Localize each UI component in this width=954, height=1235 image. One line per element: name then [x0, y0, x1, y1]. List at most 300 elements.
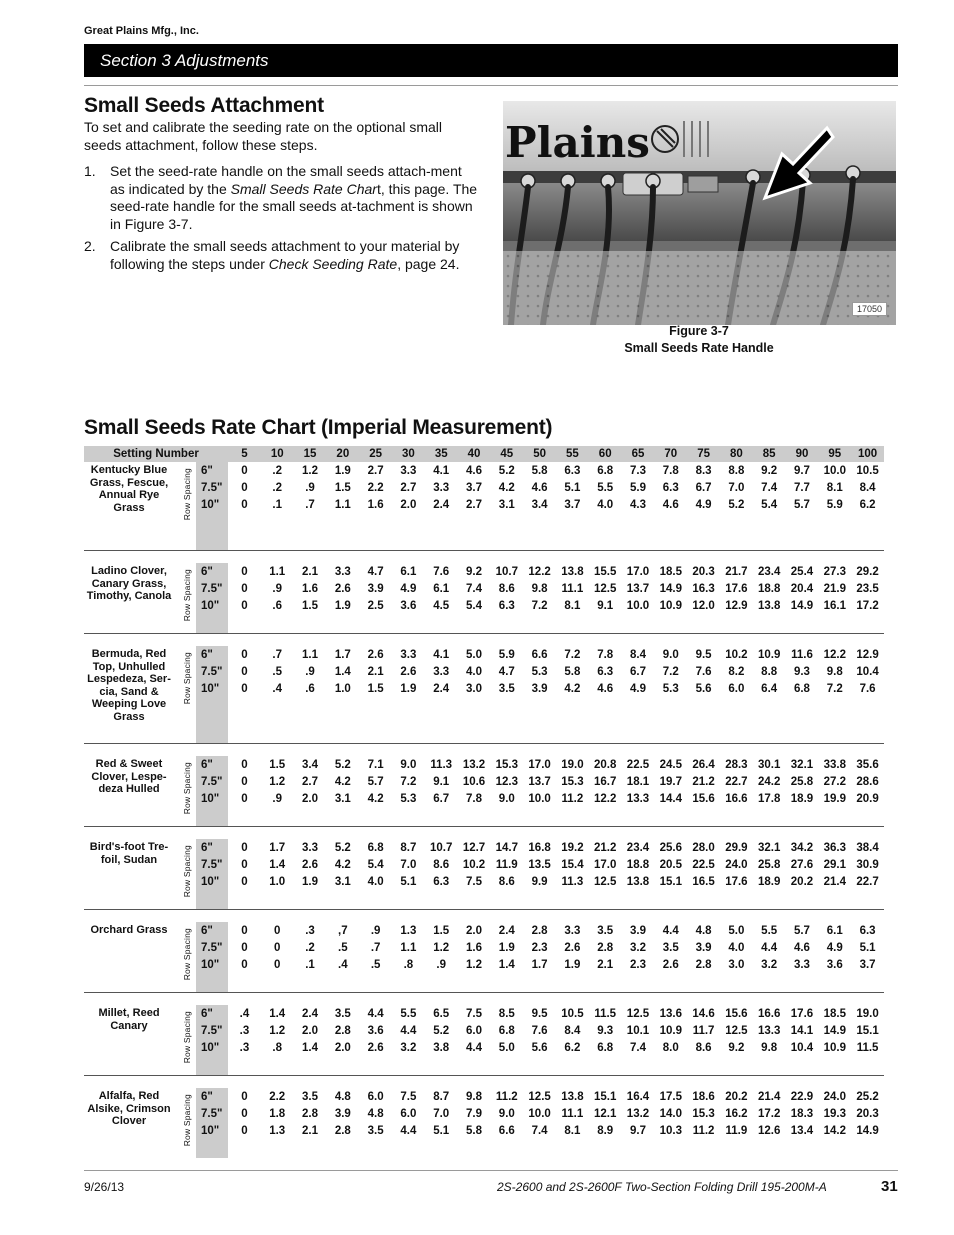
rate-cell: 10.6 — [462, 775, 486, 788]
rate-cell: 3.8 — [433, 1041, 450, 1054]
rate-cell: 21.9 — [823, 582, 846, 595]
rate-cell: 5.2 — [334, 758, 351, 771]
rate-cell: 15.5 — [594, 565, 617, 578]
rate-cell: 6.0 — [400, 1107, 417, 1120]
rate-cell: 2.0 — [302, 792, 319, 805]
seed-type-label: Red & Sweet Clover, Lespe-deza Hulled — [91, 758, 167, 795]
rate-cell: 3.7 — [466, 481, 482, 494]
rate-cell: 13.2 — [626, 1107, 650, 1120]
rate-cell: 6.0 — [367, 1090, 384, 1103]
rate-cell: 1.7 — [531, 958, 548, 971]
group-separator — [84, 910, 884, 923]
rate-cell: 2.0 — [302, 1024, 319, 1037]
rate-cell: 4.0 — [466, 665, 482, 678]
setting-column-header: 5 — [228, 446, 261, 462]
rate-cell: .4 — [338, 958, 348, 971]
table-row — [84, 646, 884, 663]
rate-cell: 10.1 — [626, 1024, 650, 1037]
rate-cell: 10.9 — [659, 1024, 682, 1037]
rate-cell: 2.8 — [334, 1124, 351, 1137]
rate-cell: 1.9 — [400, 682, 417, 695]
rate-cell: .2 — [272, 464, 283, 477]
rate-cell: 22.5 — [692, 858, 715, 871]
setting-column-header: 100 — [851, 446, 884, 462]
rate-cell: 7.2 — [564, 648, 581, 661]
group-filler-row — [84, 697, 884, 744]
rate-cell: .3 — [305, 924, 315, 937]
rate-cell: 25.6 — [659, 841, 682, 854]
row-spacing-value: 7.5" — [196, 1022, 228, 1039]
rate-cell: 2.1 — [597, 958, 614, 971]
rate-cell: 5.3 — [531, 665, 548, 678]
rate-cell: 18.9 — [790, 792, 814, 805]
rate-cell: 3.5 — [498, 682, 515, 695]
rate-cell: 9.2 — [761, 464, 778, 477]
row-spacing-label-cell — [178, 922, 196, 993]
table-row — [84, 563, 884, 580]
rate-cell: 4.1 — [433, 464, 450, 477]
rate-cell: 3.2 — [629, 941, 646, 954]
rate-cell: 5.8 — [564, 665, 581, 678]
rate-cell: 5.1 — [859, 941, 876, 954]
rate-cell: 6.8 — [793, 682, 810, 695]
rate-cell: 1.5 — [367, 682, 384, 695]
rate-cell: 10.2 — [462, 858, 486, 871]
rate-cell: 5.0 — [466, 648, 482, 661]
rate-cell: 5.4 — [466, 599, 482, 612]
rate-cell: 11.9 — [495, 858, 518, 871]
rate-cell: 7.1 — [367, 758, 384, 771]
rate-cell: .9 — [272, 582, 283, 595]
rate-cell: 20.2 — [790, 875, 814, 888]
rate-cell: 4.9 — [695, 498, 712, 511]
setting-column-header: 25 — [359, 446, 392, 462]
rate-cell: 26.4 — [692, 758, 715, 771]
group-separator — [84, 1076, 884, 1089]
rate-chart-heading: Small Seeds Rate Chart (Imperial Measurement) — [84, 416, 553, 439]
row-spacing-value: 6" — [196, 756, 228, 773]
header-divider — [84, 85, 898, 86]
rate-cell: 5.9 — [498, 648, 515, 661]
rate-cell: 3.3 — [433, 665, 450, 678]
rate-cell: 10.0 — [528, 1107, 551, 1120]
rate-cell: 9.8 — [826, 665, 843, 678]
rate-cell: 16.7 — [594, 775, 617, 788]
row-spacing-label-cell — [178, 563, 196, 634]
rate-cell: 4.7 — [367, 565, 384, 578]
rate-cell: 6.2 — [564, 1041, 581, 1054]
rate-cell: 27.6 — [790, 858, 814, 871]
group-separator — [84, 827, 884, 840]
rate-cell: 5.5 — [597, 481, 614, 494]
rate-cell: 5.5 — [761, 924, 778, 937]
rate-cell: .5 — [370, 958, 381, 971]
rate-cell: 7.8 — [466, 792, 482, 805]
rate-cell: 17.2 — [757, 1107, 781, 1120]
rate-cell: 0 — [241, 582, 248, 595]
rate-cell: 3.6 — [400, 599, 417, 612]
rate-cell: .6 — [305, 682, 315, 695]
rate-cell: 3.4 — [531, 498, 548, 511]
rate-cell: 3.5 — [367, 1124, 384, 1137]
rate-cell: 13.3 — [757, 1024, 781, 1037]
rate-cell: 4.7 — [498, 665, 515, 678]
rate-cell: 1.7 — [334, 648, 351, 661]
rate-cell: 22.9 — [790, 1090, 814, 1103]
rate-filler — [228, 1056, 884, 1076]
group-filler-row — [84, 973, 884, 993]
rate-cell: 16.3 — [692, 582, 715, 595]
photo-id-label: 17050 — [852, 302, 887, 316]
rate-cell: 1.2 — [269, 775, 286, 788]
rate-cell: 1.5 — [433, 924, 450, 937]
rate-cell: 3.2 — [761, 958, 778, 971]
rate-cell: 9.1 — [433, 775, 450, 788]
group-filler-row — [84, 1139, 884, 1158]
rate-cell: 5.6 — [531, 1041, 548, 1054]
rate-cell: 1.9 — [564, 958, 581, 971]
group-filler-row — [84, 807, 884, 827]
rate-cell: 1.9 — [302, 875, 319, 888]
row-spacing-value: 7.5" — [196, 663, 228, 680]
rate-cell: 0 — [241, 941, 248, 954]
rate-cell: 4.2 — [367, 792, 384, 805]
rate-cell: 7.4 — [531, 1124, 548, 1137]
row-spacing-value: 10" — [196, 1039, 228, 1056]
rate-cell: 3.9 — [629, 924, 646, 937]
group-filler-row — [84, 890, 884, 910]
rate-cell: 17.6 — [725, 875, 748, 888]
footer-document-title: 2S-2600 and 2S-2600F Two-Section Folding Drill 195-200M-A — [497, 1180, 827, 1194]
rate-cell: 3.0 — [728, 958, 745, 971]
rate-cell: 18.5 — [823, 1007, 846, 1020]
rate-cell: 1.3 — [269, 1124, 286, 1137]
rate-cell: 0 — [241, 841, 248, 854]
rate-cell: 4.2 — [334, 858, 351, 871]
rate-cell: 4.0 — [728, 941, 745, 954]
rate-cell: 4.2 — [334, 775, 351, 788]
table-header-row — [84, 446, 884, 462]
rate-cell: 13.6 — [659, 1007, 682, 1020]
rate-cell: .9 — [436, 958, 446, 971]
rate-cell: 6.8 — [498, 1024, 515, 1037]
rate-cell: 34.2 — [790, 841, 814, 854]
rate-cell: 0 — [241, 875, 248, 888]
rate-cell: 17.5 — [659, 1090, 682, 1103]
rate-cell: 5.9 — [629, 481, 646, 494]
rate-cell: 12.5 — [725, 1024, 748, 1037]
instruction-steps — [84, 163, 479, 278]
rate-cell: 2.5 — [367, 599, 384, 612]
rate-cell: 12.2 — [594, 792, 617, 805]
rate-cell: 0 — [241, 464, 248, 477]
rate-cell: 13.8 — [561, 1090, 584, 1103]
rate-cell: 14.1 — [790, 1024, 814, 1037]
rate-cell: 21.4 — [823, 875, 846, 888]
rate-cell: 7.4 — [466, 582, 482, 595]
setting-column-header: 65 — [622, 446, 655, 462]
rate-cell: 30.1 — [757, 758, 781, 771]
row-spacing-value: 10" — [196, 1122, 228, 1139]
rate-cell: 9.2 — [466, 565, 482, 578]
row-spacing-filler — [196, 614, 228, 634]
rate-cell: 9.0 — [498, 792, 515, 805]
table-row — [84, 922, 884, 939]
row-spacing-value: 6" — [196, 462, 228, 479]
rate-cell: 2.8 — [597, 941, 614, 954]
rate-cell: 3.6 — [826, 958, 843, 971]
figure-caption — [560, 323, 838, 357]
rate-cell: 24.0 — [823, 1090, 846, 1103]
rate-cell: 9.8 — [466, 1090, 482, 1103]
rate-cell: 22.7 — [856, 875, 879, 888]
row-spacing-label: Row Spacing — [182, 845, 192, 898]
rate-cell: 2.1 — [302, 1124, 319, 1137]
rate-cell: 7.2 — [826, 682, 843, 695]
rate-cell: 2.2 — [269, 1090, 286, 1103]
table-row — [84, 680, 884, 697]
rate-cell: 13.5 — [528, 858, 551, 871]
rate-cell: 4.6 — [793, 941, 810, 954]
rate-cell: 19.7 — [659, 775, 682, 788]
rate-cell: 0 — [241, 792, 248, 805]
rate-cell: 23.5 — [856, 582, 879, 595]
rate-cell: 3.5 — [302, 1090, 319, 1103]
rate-cell: 29.1 — [823, 858, 846, 871]
rate-cell: 2.4 — [302, 1007, 319, 1020]
rate-cell: 11.5 — [594, 1007, 617, 1020]
rate-cell: 17.0 — [594, 858, 617, 871]
rate-cell: 2.6 — [367, 648, 384, 661]
rate-cell: 27.2 — [823, 775, 846, 788]
rate-cell: 7.2 — [400, 775, 417, 788]
rate-cell: 5.1 — [433, 1124, 450, 1137]
table-row — [84, 597, 884, 614]
group-filler-row — [84, 513, 884, 551]
row-spacing-label: Row Spacing — [182, 1094, 192, 1147]
rate-cell: 1.7 — [269, 841, 286, 854]
rate-cell: 4.5 — [433, 599, 450, 612]
rate-cell: 5.2 — [728, 498, 745, 511]
rate-cell: 0 — [241, 648, 248, 661]
rate-filler — [228, 807, 884, 827]
rate-cell: 6.4 — [761, 682, 778, 695]
rate-cell: 7.6 — [433, 565, 450, 578]
rate-cell: 21.2 — [594, 841, 617, 854]
rate-cell: 12.5 — [528, 1090, 551, 1103]
rate-cell: 15.6 — [692, 792, 715, 805]
rate-cell: 2.8 — [531, 924, 548, 937]
rate-filler — [228, 973, 884, 993]
rate-cell: 19.2 — [561, 841, 584, 854]
row-spacing-label: Row Spacing — [182, 1011, 192, 1064]
rate-cell: 25.4 — [790, 565, 814, 578]
rate-cell: 15.1 — [659, 875, 682, 888]
rate-cell: 0 — [241, 498, 248, 511]
rate-cell: 4.2 — [564, 682, 581, 695]
row-spacing-label: Row Spacing — [182, 569, 192, 622]
rate-cell: 6.3 — [859, 924, 876, 937]
rate-cell: 1.1 — [334, 498, 351, 511]
rate-cell: 13.8 — [561, 565, 584, 578]
rate-cell: 7.6 — [859, 682, 876, 695]
row-spacing-filler — [196, 807, 228, 827]
row-spacing-value: 10" — [196, 873, 228, 890]
rate-cell: 11.3 — [430, 758, 453, 771]
rate-cell: 0 — [241, 958, 248, 971]
rate-cell: 7.6 — [531, 1024, 548, 1037]
rate-cell: 7.3 — [629, 464, 646, 477]
step-number: 2. — [84, 238, 96, 254]
group-filler-row — [84, 1056, 884, 1076]
rate-cell: .8 — [272, 1041, 283, 1054]
rate-cell: 10.4 — [790, 1041, 814, 1054]
rate-cell: 9.0 — [662, 648, 679, 661]
seed-type-label: Kentucky Blue Grass, Fescue, Annual Rye Grass — [89, 464, 169, 514]
setting-column-header: 85 — [753, 446, 786, 462]
rate-cell: 19.0 — [561, 758, 584, 771]
rate-cell: 9.0 — [400, 758, 417, 771]
rate-cell: 4.4 — [400, 1124, 417, 1137]
rate-cell: 13.7 — [626, 582, 650, 595]
rate-cell: 3.7 — [564, 498, 581, 511]
rate-cell: 8.9 — [597, 1124, 614, 1137]
rate-cell: 8.5 — [498, 1007, 515, 1020]
rate-cell: .1 — [305, 958, 315, 971]
row-spacing-value: 7.5" — [196, 479, 228, 496]
page-number: 31 — [881, 1178, 898, 1195]
rate-cell: 0 — [241, 924, 248, 937]
rate-cell: 3.3 — [564, 924, 581, 937]
rate-cell: 9.2 — [728, 1041, 745, 1054]
rate-cell: 8.6 — [695, 1041, 712, 1054]
rate-cell: 17.2 — [856, 599, 879, 612]
group-separator — [84, 551, 884, 564]
group-filler-row — [84, 614, 884, 634]
rate-cell: 14.9 — [856, 1124, 879, 1137]
row-spacing-value: 6" — [196, 646, 228, 663]
setting-column-header: 70 — [654, 446, 687, 462]
rate-cell: 3.7 — [859, 958, 876, 971]
rate-cell: 5.2 — [433, 1024, 450, 1037]
rate-cell: 30.9 — [856, 858, 879, 871]
rate-cell: 5.7 — [367, 775, 384, 788]
rate-cell: 6.7 — [695, 481, 712, 494]
rate-cell: .3 — [239, 1024, 250, 1037]
rate-cell: 0 — [241, 1124, 248, 1137]
group-separator — [84, 634, 884, 647]
rate-cell: 18.8 — [626, 858, 650, 871]
rate-cell: 2.6 — [334, 582, 351, 595]
rate-cell: 0 — [241, 682, 248, 695]
rate-cell: 4.0 — [367, 875, 384, 888]
rate-cell: 3.3 — [334, 565, 351, 578]
rate-cell: 28.6 — [856, 775, 879, 788]
rate-cell: 1.2 — [269, 1024, 286, 1037]
rate-cell: 11.9 — [725, 1124, 748, 1137]
rate-cell: 15.4 — [561, 858, 584, 871]
rate-cell: 6.1 — [433, 582, 450, 595]
seed-type-label: Alfalfa, Red Alsike, Crimson Clover — [87, 1090, 171, 1127]
rate-cell: 2.7 — [302, 775, 319, 788]
rate-cell: 4.9 — [400, 582, 417, 595]
rate-cell: 9.5 — [531, 1007, 548, 1020]
row-spacing-label-cell — [178, 839, 196, 910]
rate-cell: 7.6 — [695, 665, 712, 678]
rate-cell: 1.1 — [302, 648, 319, 661]
rate-cell: 20.8 — [594, 758, 617, 771]
step-2 — [84, 238, 479, 273]
section-title: Section 3 Adjustments — [100, 51, 269, 70]
step-text: Set the seed-rate handle on the small seeds attach-ment as indicated by the — [110, 163, 462, 197]
rate-cell: 2.6 — [367, 1041, 384, 1054]
setting-column-header: 75 — [687, 446, 720, 462]
section-header-bar — [84, 44, 898, 77]
table-row — [84, 663, 884, 680]
rate-cell: 0 — [241, 481, 248, 494]
rate-cell: 20.5 — [659, 858, 682, 871]
rate-cell: 12.5 — [626, 1007, 650, 1020]
rate-cell: 1.9 — [498, 941, 515, 954]
seed-type-label: Bermuda, Red Top, Unhulled Lespedeza, Ser-cia, Sand & Weeping Love Grass — [87, 648, 171, 723]
rate-cell: 6.8 — [367, 841, 384, 854]
rate-cell: 3.1 — [498, 498, 515, 511]
rate-cell: 4.6 — [662, 498, 679, 511]
rate-cell: 3.3 — [433, 481, 450, 494]
rate-cell: 12.3 — [495, 775, 518, 788]
rate-cell: 2.7 — [367, 464, 384, 477]
table-row — [84, 1039, 884, 1056]
rate-cell: 7.2 — [662, 665, 679, 678]
row-spacing-value: 6" — [196, 1005, 228, 1022]
row-spacing-value: 6" — [196, 922, 228, 939]
rate-cell: 2.8 — [695, 958, 712, 971]
step-text: Calibrate the small seeds attachment to your material by following the steps under — [110, 238, 460, 272]
rate-cell: 8.8 — [761, 665, 778, 678]
rate-cell: 3.5 — [662, 941, 679, 954]
step-number: 1. — [84, 163, 96, 179]
row-spacing-value: 10" — [196, 956, 228, 973]
rate-cell: .2 — [272, 481, 283, 494]
rate-cell: .1 — [272, 498, 283, 511]
row-spacing-value: 10" — [196, 680, 228, 697]
rate-cell: 32.1 — [757, 841, 781, 854]
rate-cell: 35.6 — [856, 758, 879, 771]
row-spacing-filler — [196, 890, 228, 910]
rate-cell: 4.4 — [466, 1041, 482, 1054]
rate-cell: 15.1 — [856, 1024, 879, 1037]
rate-cell: 8.1 — [564, 599, 581, 612]
rate-cell: 2.6 — [400, 665, 417, 678]
group-separator — [84, 993, 884, 1006]
rate-cell: 6.1 — [826, 924, 843, 937]
rate-cell: 1.9 — [334, 599, 351, 612]
setting-column-header: 10 — [261, 446, 294, 462]
rate-cell: 3.3 — [302, 841, 319, 854]
rate-cell: 3.3 — [400, 464, 417, 477]
table-row — [84, 873, 884, 890]
rate-cell: 3.1 — [334, 792, 351, 805]
rate-cell: 6.8 — [597, 464, 614, 477]
rate-cell: 6.6 — [531, 648, 548, 661]
rate-cell: 5.4 — [761, 498, 778, 511]
rate-cell: 7.0 — [400, 858, 417, 871]
step-text: t, this page. The seed-rate handle for the small seeds at-tachment is shown in Figure 3-7. — [110, 180, 478, 232]
rate-cell: 0 — [274, 958, 281, 971]
rate-cell: 23.4 — [757, 565, 781, 578]
table-row — [84, 790, 884, 807]
rate-cell: 2.6 — [662, 958, 679, 971]
